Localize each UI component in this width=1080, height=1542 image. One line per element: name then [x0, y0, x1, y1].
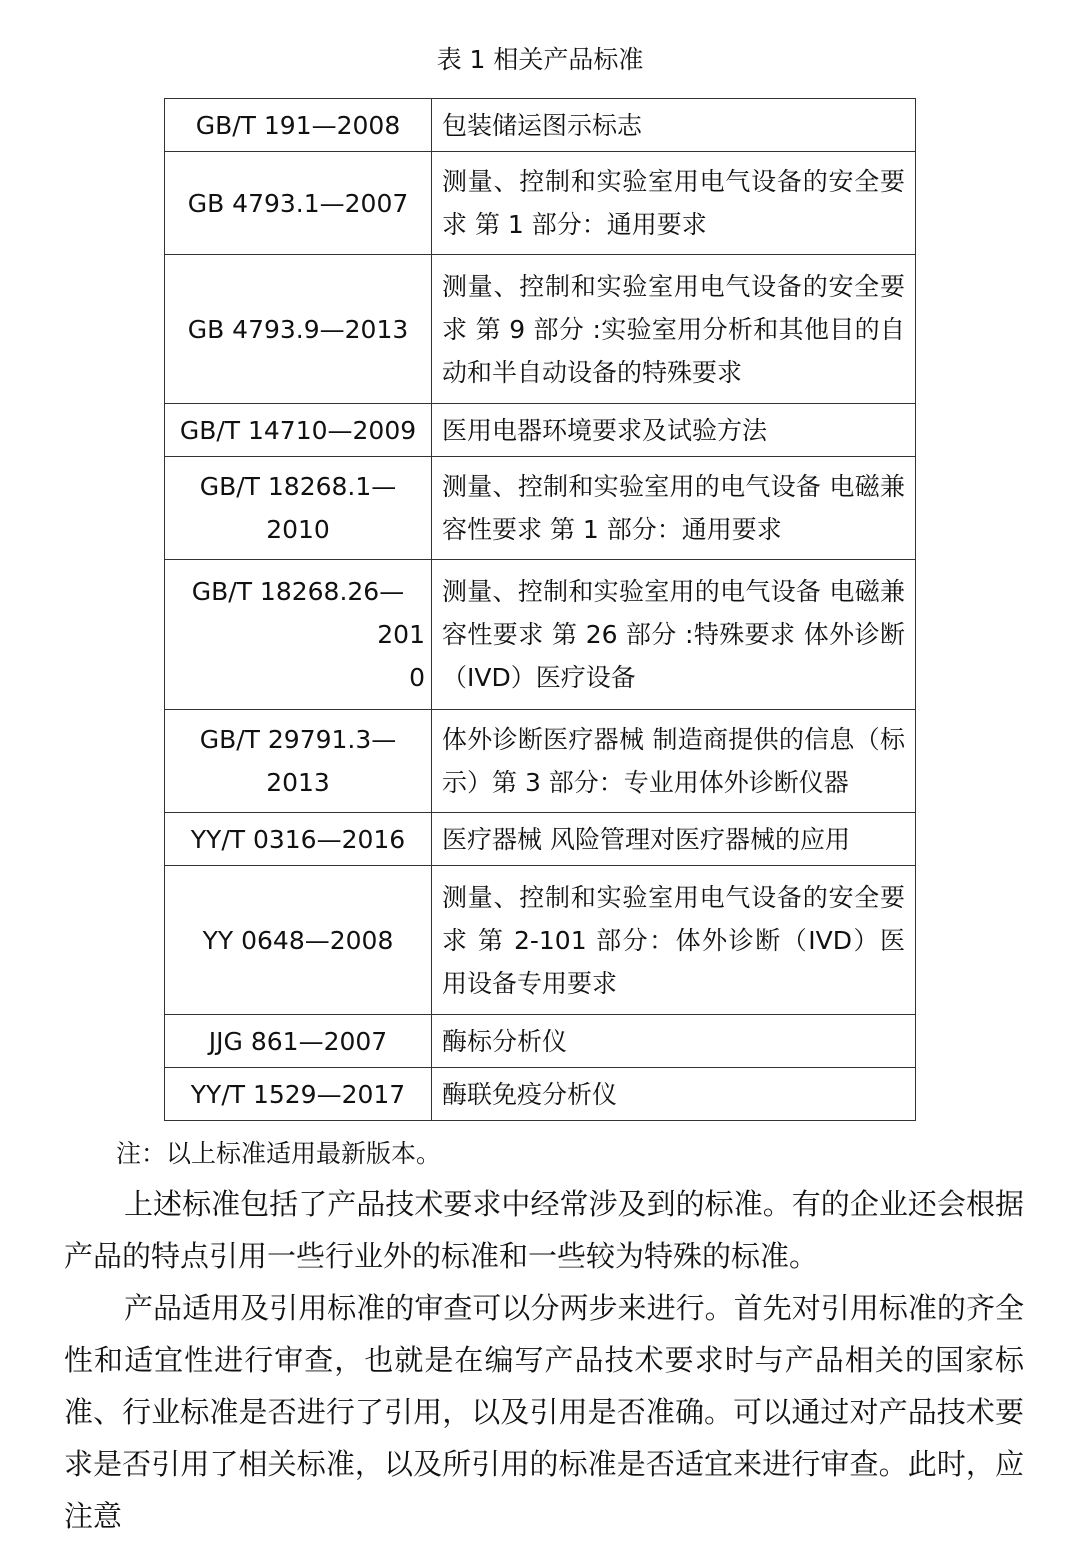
standard-code: JJG 861—2007	[165, 1015, 432, 1068]
standard-code-line: GB/T 18268.26—	[191, 577, 405, 606]
table-row	[165, 99, 916, 152]
standard-name: 测量、控制和实验室用电气设备的安全要求 第 2-101 部分：体外诊断（IVD）医用设备专用要求	[432, 866, 916, 1015]
standard-code: GB/T 29791.3—2013	[165, 710, 432, 813]
table-row	[165, 866, 916, 1015]
standard-code	[165, 560, 432, 710]
table-row	[165, 152, 916, 255]
standard-code: GB 4793.9—2013	[165, 255, 432, 404]
standard-name: 包装储运图示标志	[432, 99, 916, 152]
standard-code: YY 0648—2008	[165, 866, 432, 1015]
table-row	[165, 1015, 916, 1068]
standard-code: GB/T 14710—2009	[165, 404, 432, 457]
standard-name: 测量、控制和实验室用的电气设备 电磁兼容性要求 第 26 部分 :特殊要求 体外诊断（IVD）医疗设备	[432, 560, 916, 710]
table-row	[165, 1068, 916, 1121]
standard-code-line: 0	[409, 663, 425, 692]
standard-name: 医疗器械 风险管理对医疗器械的应用	[432, 813, 916, 866]
standard-code: YY/T 0316—2016	[165, 813, 432, 866]
body-paragraph: 产品适用及引用标准的审查可以分两步来进行。首先对引用标准的齐全性和适宜性进行审查，也就是在编写产品技术要求时与产品相关的国家标准、行业标准是否进行了引用，以及引用是否准确。可以通过对产品技术要求是否引用了相关标准，以及所引用的标准是否适宜来进行审查。此时，应注意	[64, 1291, 1024, 1533]
standard-name: 医用电器环境要求及试验方法	[432, 404, 916, 457]
table-row	[165, 404, 916, 457]
standard-code-line: 201	[377, 620, 425, 649]
standard-name: 酶联免疫分析仪	[432, 1068, 916, 1121]
table-note: 注：以上标准适用最新版本。	[116, 1139, 442, 1168]
standard-name: 测量、控制和实验室用的电气设备 电磁兼容性要求 第 1 部分：通用要求	[432, 457, 916, 560]
standard-code: GB/T 18268.1—2010	[165, 457, 432, 560]
standard-name: 测量、控制和实验室用电气设备的安全要求 第 9 部分 :实验室用分析和其他目的自动和半自动设备的特殊要求	[432, 255, 916, 404]
standards-table	[164, 98, 916, 1121]
table-row	[165, 457, 916, 560]
standard-code: GB 4793.1—2007	[165, 152, 432, 255]
table-title: 表 1 相关产品标准	[436, 45, 644, 74]
standard-code: GB/T 191—2008	[165, 99, 432, 152]
standard-name: 测量、控制和实验室用电气设备的安全要求 第 1 部分：通用要求	[432, 152, 916, 255]
standard-code: YY/T 1529—2017	[165, 1068, 432, 1121]
table-row	[165, 255, 916, 404]
standard-name: 体外诊断医疗器械 制造商提供的信息（标示）第 3 部分：专业用体外诊断仪器	[432, 710, 916, 813]
standard-name: 酶标分析仪	[432, 1015, 916, 1068]
table-row	[165, 710, 916, 813]
body-paragraph: 上述标准包括了产品技术要求中经常涉及到的标准。有的企业还会根据产品的特点引用一些行业外的标准和一些较为特殊的标准。	[64, 1187, 1024, 1273]
table-row	[165, 560, 916, 710]
table-row	[165, 813, 916, 866]
